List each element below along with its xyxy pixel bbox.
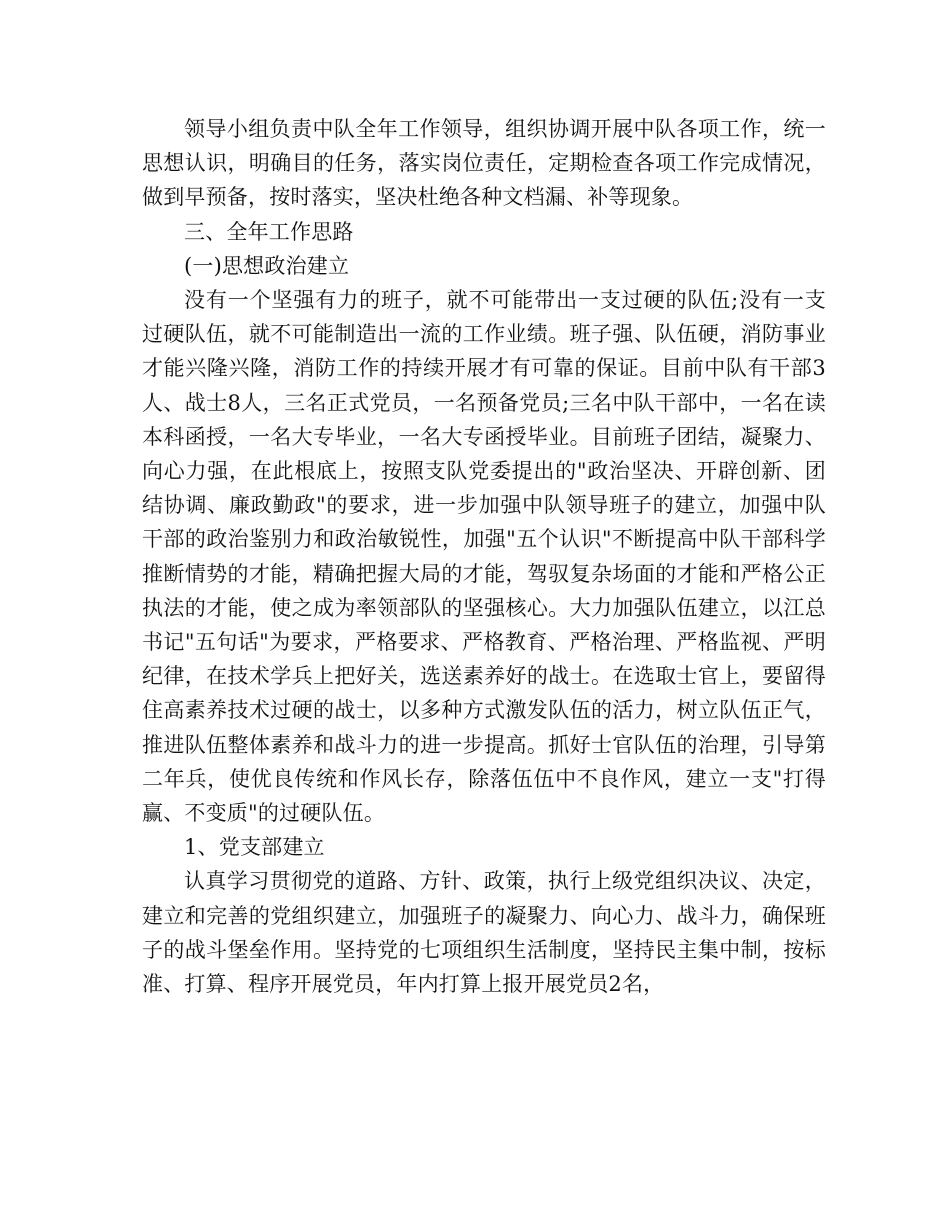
paragraph-leadership-group: 领导小组负责中队全年工作领导，组织协调开展中队各项工作，统一思想认识，明确目的任务，落实岗位责任，定期检查各项工作完成情况，做到早预备，按时落实，坚决杜绝各种文档漏、补等现象。 <box>142 117 826 210</box>
section-heading-annual-plan: 三、全年工作思路 <box>184 219 354 244</box>
paragraph-team-building: 没有一个坚强有力的班子，就不可能带出一支过硬的队伍;没有一支过硬队伍，就不可能制造出一流的工作业绩。班子强、队伍硬，消防事业才能兴隆兴隆，消防工作的持续开展才有可靠的保证。目前中队有干部3人、战士8人，三名正式党员，一名预备党员;三名中队干部中，一名在读本科函授，一名大专毕业，一名大专函授毕业。目前班子团结，凝聚力、向心力强，在此根底上，按照支队党委提出的"政治坚决、开辟创新、团结协调、廉政勤政"的要求，进一步加强中队领导班子的建立，加强中队干部的政治鉴别力和政治敏锐性，加强"五个认识"不断提高中队干部科学推断情势的才能，精确把握大局的才能，驾驭复杂场面的才能和严格公正执法的才能，使之成为率领部队的坚强核心。大力加强队伍建立，以江总书记"五句话"为要求，严格要求、严格教育、严格治理、严格监视、严明纪律，在技术学兵上把好关，选送素养好的战士。在选取士官上，要留得住高素养技术过硬的战士，以多种方式激发队伍的活力，树立队伍正气，推进队伍整体素养和战斗力的进一步提高。抓好士官队伍的治理，引导第二年兵，使优良传统和作风长存，除落伍伍中不良作风，建立一支"打得赢、不变质"的过硬队伍。 <box>142 288 826 826</box>
item-heading-party-branch: 1、党支部建立 <box>184 835 325 860</box>
document-page <box>142 112 826 1001</box>
paragraph-party-branch: 认真学习贯彻党的道路、方针、政策，执行上级党组织决议、决定，建立和完善的党组织建立，加强班子的凝聚力、向心力、战斗力，确保班子的战斗堡垒作用。坚持党的七项组织生活制度，坚持民主集中制，按标准、打算、程序开展党员，年内打算上报开展党员2名， <box>142 869 826 997</box>
subsection-heading-ideology: (一)思想政治建立 <box>184 253 350 278</box>
